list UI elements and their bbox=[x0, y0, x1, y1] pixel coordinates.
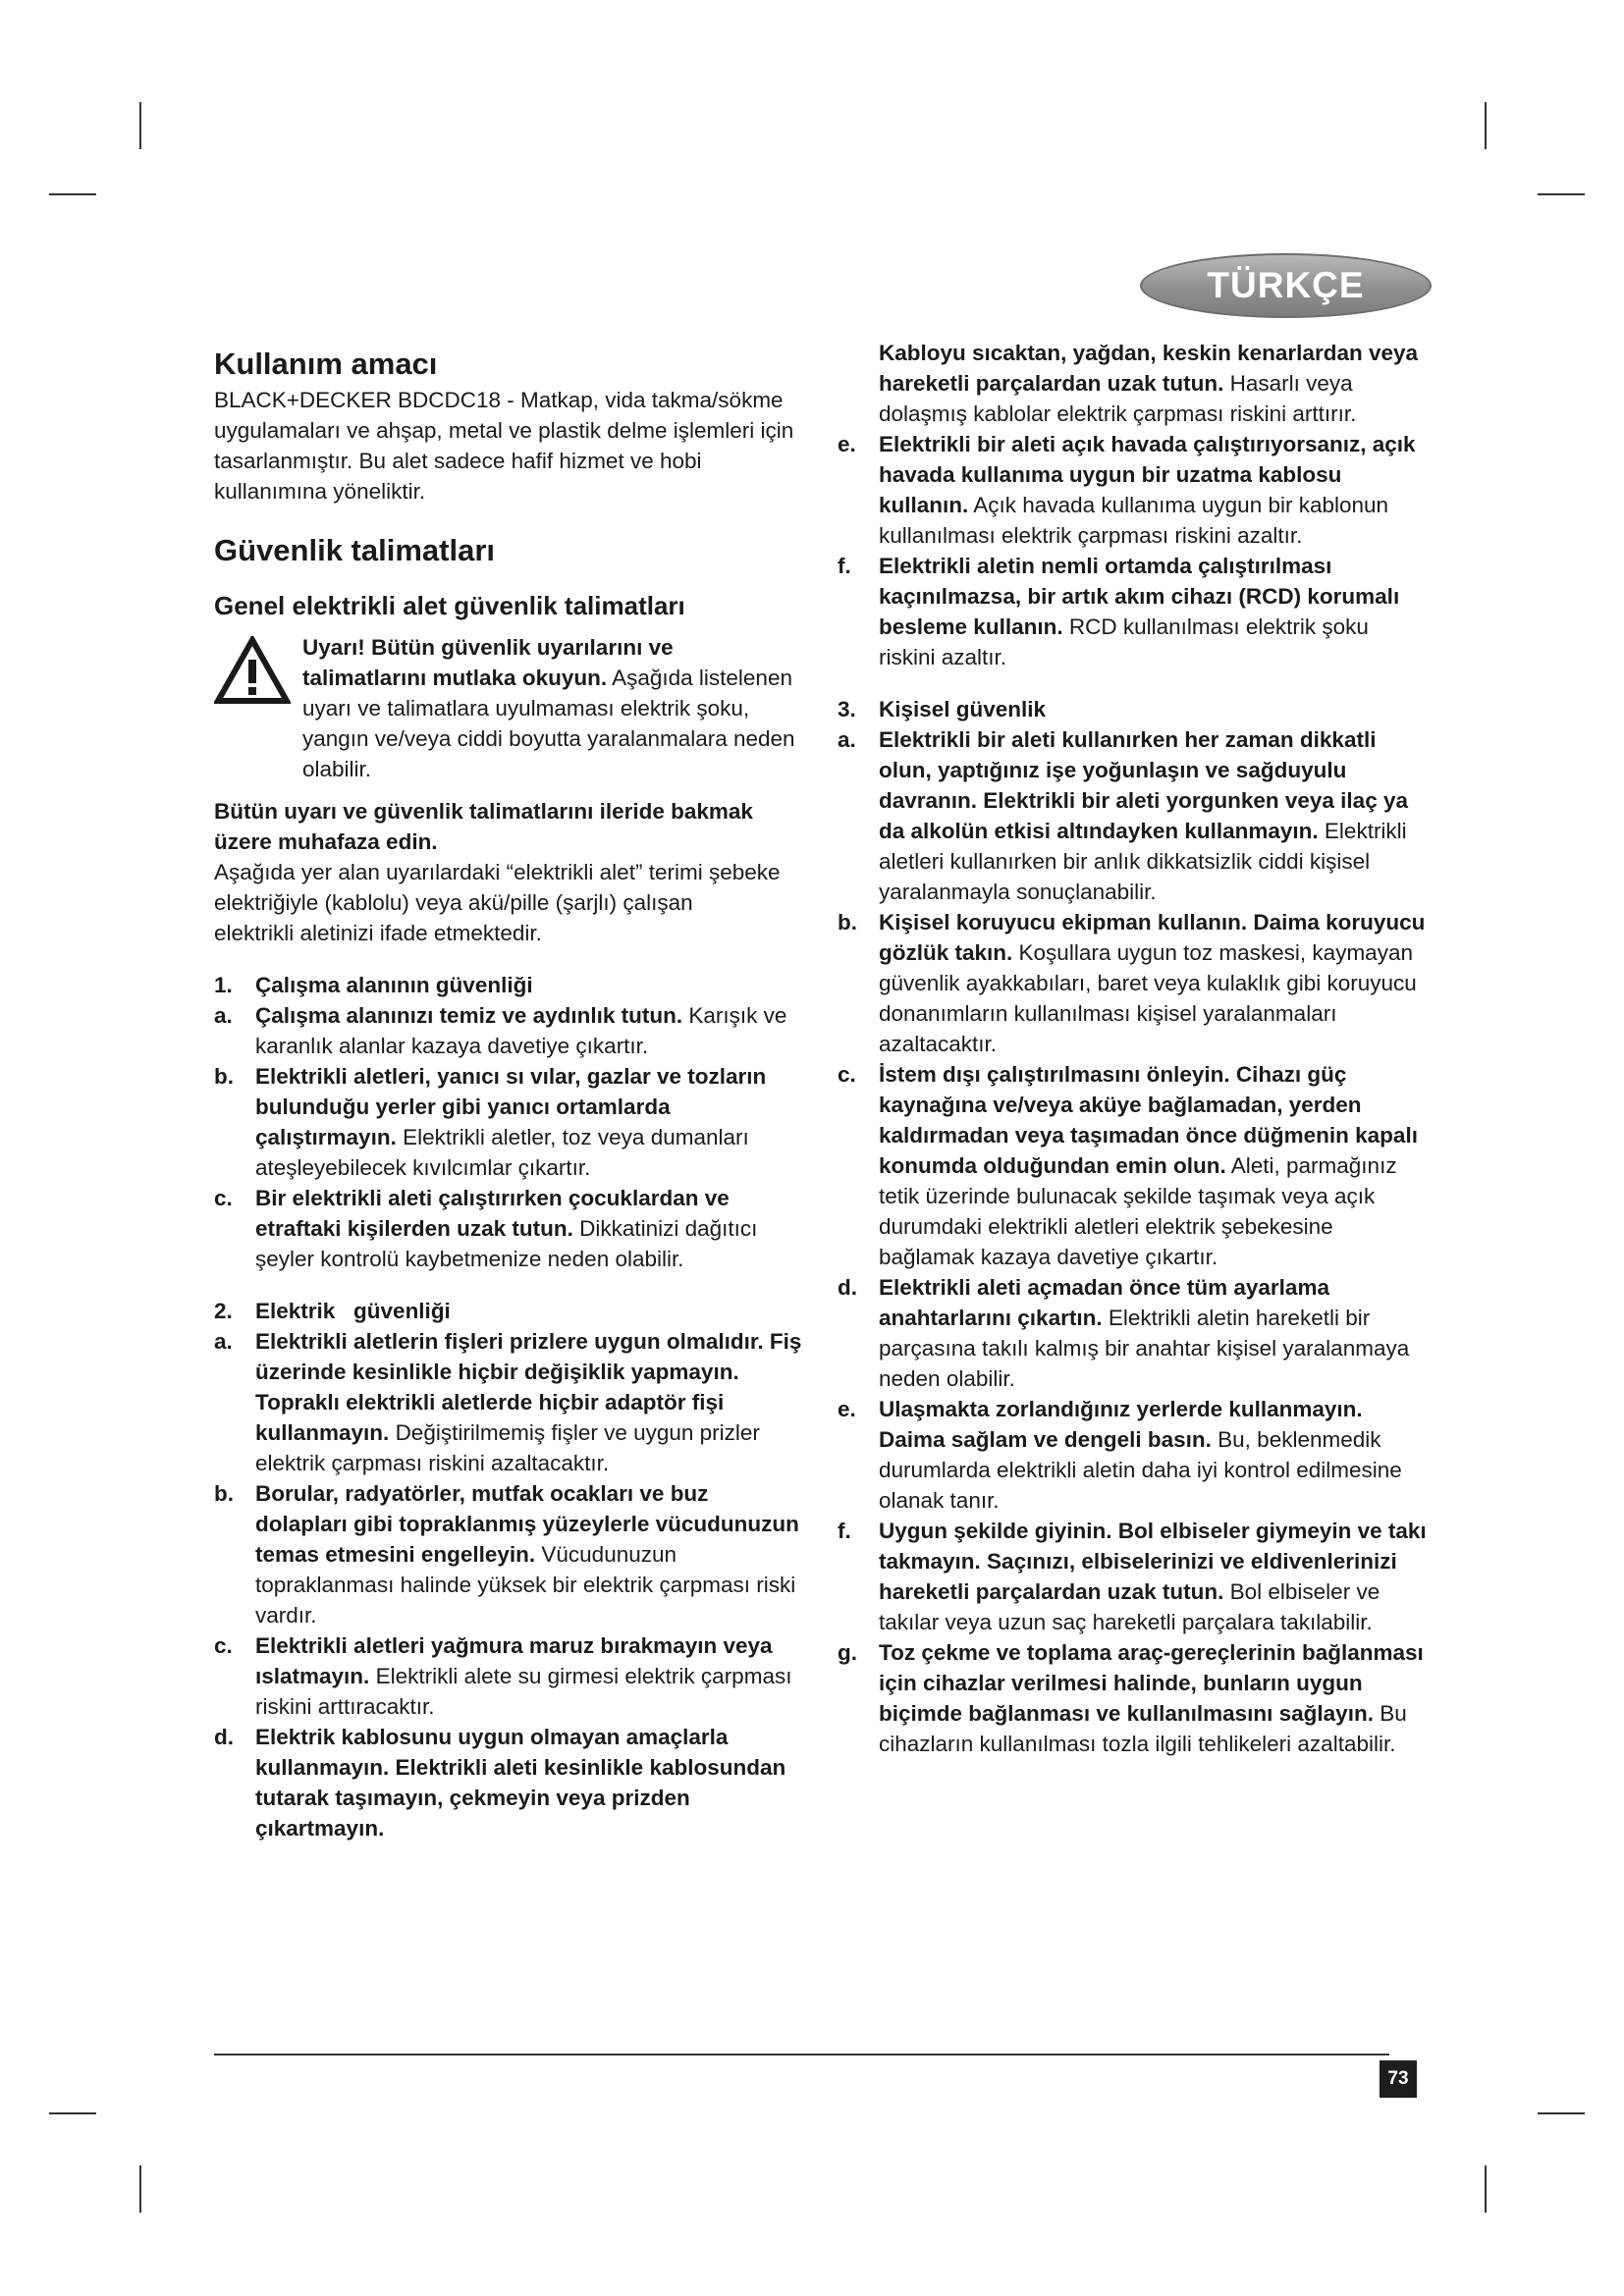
list-item: b. Elektrikli aletleri, yanıcı sı vılar, gazlar ve tozların bulunduğu yerler gibi yanıcı ortamlarda çalıştırmayın. Elektrikli aletler, toz veya dumanları ateşleyebilecek kıvılcımlar çıkartır. bbox=[214, 1064, 767, 1180]
crop-mark bbox=[1538, 193, 1585, 195]
keep-instructions-bold: Bütün uyarı ve güvenlik talimatlarını ileride bakmak üzere muhafaza edin. bbox=[214, 799, 753, 854]
list-item: a. Çalışma alanınızı temiz ve aydınlık tutun. Karışık ve karanlık alanlar kazaya davetiye çıkartır. bbox=[214, 1003, 787, 1058]
list-item: b. Borular, radyatörler, mutfak ocakları ve buz dolapları gibi topraklanmış yüzeylerle vücudunuzun temas etmesini engelleyin. Vücudunuzun topraklanması halinde yüksek bir elektrik çarpması riski vardır. bbox=[214, 1481, 799, 1628]
section-1-heading: 1. Çalışma alanının güvenliği bbox=[214, 970, 803, 1000]
crop-mark bbox=[49, 2112, 96, 2114]
heading-intended-use: Kullanım amacı bbox=[214, 347, 438, 381]
list-item: b. Kişisel koruyucu ekipman kullanın. Daima koruyucu gözlük takın. Koşullara uygun toz maskesi, kaymayan güvenlik ayakkabıları, baret veya kulaklık gibi koruyucu donanımların kullanılması kişisel yaralanmaları azaltacaktır. bbox=[838, 910, 1426, 1056]
language-badge: TÜRKÇE bbox=[1140, 253, 1432, 318]
crop-mark bbox=[1538, 2112, 1585, 2114]
crop-mark bbox=[139, 2165, 141, 2213]
footer-rule bbox=[214, 2054, 1389, 2056]
list-item: g. Toz çekme ve toplama araç-gereçlerinin bağlanması için cihazlar verilmesi halinde, bunların uygun biçimde bağlanması ve kullanılmasını sağlayın. Bu cihazların kullanılması tozla ilgili tehlikeleri azaltabilir. bbox=[838, 1640, 1424, 1756]
crop-mark bbox=[49, 193, 96, 195]
list-item: c. Bir elektrikli aleti çalıştırırken çocuklardan ve etraftaki kişilerden uzak tutun. Dikkatinizi dağıtıcı şeyler kontrolü kaybetmenize neden olabilir. bbox=[214, 1186, 758, 1271]
section-title: Kişisel güvenlik bbox=[879, 697, 1047, 721]
list-item-continued: Kabloyu sıcaktan, yağdan, keskin kenarlardan veya hareketli parçalardan uzak tutun. Hasarlı veya dolaşmış kablolar elektrik çarpması riskini arttırır. bbox=[879, 341, 1419, 426]
warning-block bbox=[214, 632, 803, 784]
keep-instructions-text-2: elektrikli aletinizi ifade etmektedir. bbox=[214, 921, 542, 945]
crop-mark bbox=[1485, 2165, 1487, 2213]
warning-bold: Uyarı! Bütün güvenlik uyarılarını ve talimatlarını mutlaka okuyun. bbox=[302, 635, 674, 690]
left-column bbox=[214, 338, 803, 1843]
section-2-heading: 2. Elektrik güvenliği bbox=[214, 1296, 803, 1326]
list-item: f. Elektrikli aletin nemli ortamda çalıştırılması kaçınılmazsa, bir artık akım cihazı (RCD) korumalı besleme kullanın. RCD kullanılması elektrik şoku riskini azaltır. bbox=[838, 554, 1400, 669]
list-item: c. İstem dışı çalıştırılmasını önleyin. Cihazı güç kaynağına ve/veya aküye bağlamadan, yerden kaldırmadan veya taşımadan önce düğmenin kapalı konumda olduğundan emin olun. Aleti, parmağınız tetik üzerinde bulunacak şekilde taşımak veya açık durumdaki elektrikli aletleri elektrik şebekesine bağlamak kazaya davetiye çıkartır. bbox=[838, 1062, 1418, 1269]
list-item: a. Elektrikli aletlerin fişleri prizlere uygun olmalıdır. Fiş üzerinde kesinlikle hiçbir değişiklik yapmayın. Topraklı elektrikli aletlerde hiçbir adaptör fişi kullanmayın. Değiştirilmemiş fişler ve uygun prizler elektrik çarpması riskini azaltacaktır. bbox=[214, 1329, 802, 1475]
list-item: c. Elektrikli aletleri yağmura maruz bırakmayın veya ıslatmayın. Elektrikli alete su girmesi elektrik çarpması riskini arttıracaktır. bbox=[214, 1633, 792, 1719]
warning-text: Aşağıda listelenen uyarı ve talimatlara uyulmaması elektrik şoku, yangın ve/veya ciddi boyutta yaralanmalara neden olabilir. bbox=[302, 666, 795, 781]
keep-instructions-text: Aşağıda yer alan uyarılardaki “elektrikli alet” terimi şebeke elektriğiyle (kablolu) veya akü/pille (şarjlı) çalışan bbox=[214, 860, 781, 915]
page-number: 73 bbox=[1380, 2060, 1417, 2098]
warning-triangle-icon bbox=[214, 636, 291, 705]
heading-safety-instructions: Güvenlik talimatları bbox=[214, 533, 495, 567]
section-title: Elektrik güvenliği bbox=[255, 1299, 451, 1323]
right-column bbox=[838, 338, 1427, 1759]
list-item: e. Ulaşmakta zorlandığınız yerlerde kullanmayın. Daima sağlam ve dengeli basın. Bu, beklenmedik durumlarda elektrikli aletin daha iyi kontrol edilmesine olanak tanır. bbox=[838, 1397, 1402, 1513]
intended-use-text: BLACK+DECKER BDCDC18 - Matkap, vida takma/sökme uygulamaları ve ahşap, metal ve plastik delme işlemleri için tasarlanmıştır. Bu alet sadece hafif hizmet ve hobi kullanımına yöneliktir. bbox=[214, 388, 794, 504]
crop-mark bbox=[1485, 102, 1487, 149]
section-title: Çalışma alanının güvenliği bbox=[255, 973, 533, 997]
list-item: e. Elektrikli bir aleti açık havada çalıştırıyorsanız, açık havada kullanıma uygun bir uzatma kablosu kullanın. Açık havada kullanıma uygun bir kablonun kullanılması elektrik çarpması riskini azaltır. bbox=[838, 432, 1416, 548]
crop-mark bbox=[139, 102, 141, 149]
section-3-heading: 3. Kişisel güvenlik bbox=[838, 694, 1427, 724]
list-item: a. Elektrikli bir aleti kullanırken her zaman dikkatli olun, yaptığınız işe yoğunlaşın ve sağduyulu davranın. Elektrikli bir aleti yorgunken veya ilaç ya da alkolün etkisi altındayken kullanmayın. Elektrikli aletleri kullanırken bir anlık dikkatsizlik ciddi kişisel yaralanmayla sonuçlanabilir. bbox=[838, 727, 1408, 904]
heading-general-safety: Genel elektrikli alet güvenlik talimatları bbox=[214, 591, 685, 620]
list-item: d. Elektrikli aleti açmadan önce tüm ayarlama anahtarlarını çıkartın. Elektrikli aletin hareketli bir parçasına takılı kalmış bir anahtar kişisel yaralanmaya neden olabilir. bbox=[838, 1275, 1410, 1391]
list-item: f. Uygun şekilde giyinin. Bol elbiseler giymeyin ve takı takmayın. Saçınızı, elbiselerinizi ve eldivenlerinizi hareketli parçalardan uzak tutun. Bol elbiseler ve takılar veya uzun saç hareketli parçalara takılabilir. bbox=[838, 1519, 1427, 1634]
list-item: d. Elektrik kablosunu uygun olmayan amaçlarla kullanmayın. Elektrikli aleti kesinlikle kablosundan tutarak taşımayın, çekmeyin veya prizden çıkartmayın. bbox=[214, 1725, 786, 1841]
